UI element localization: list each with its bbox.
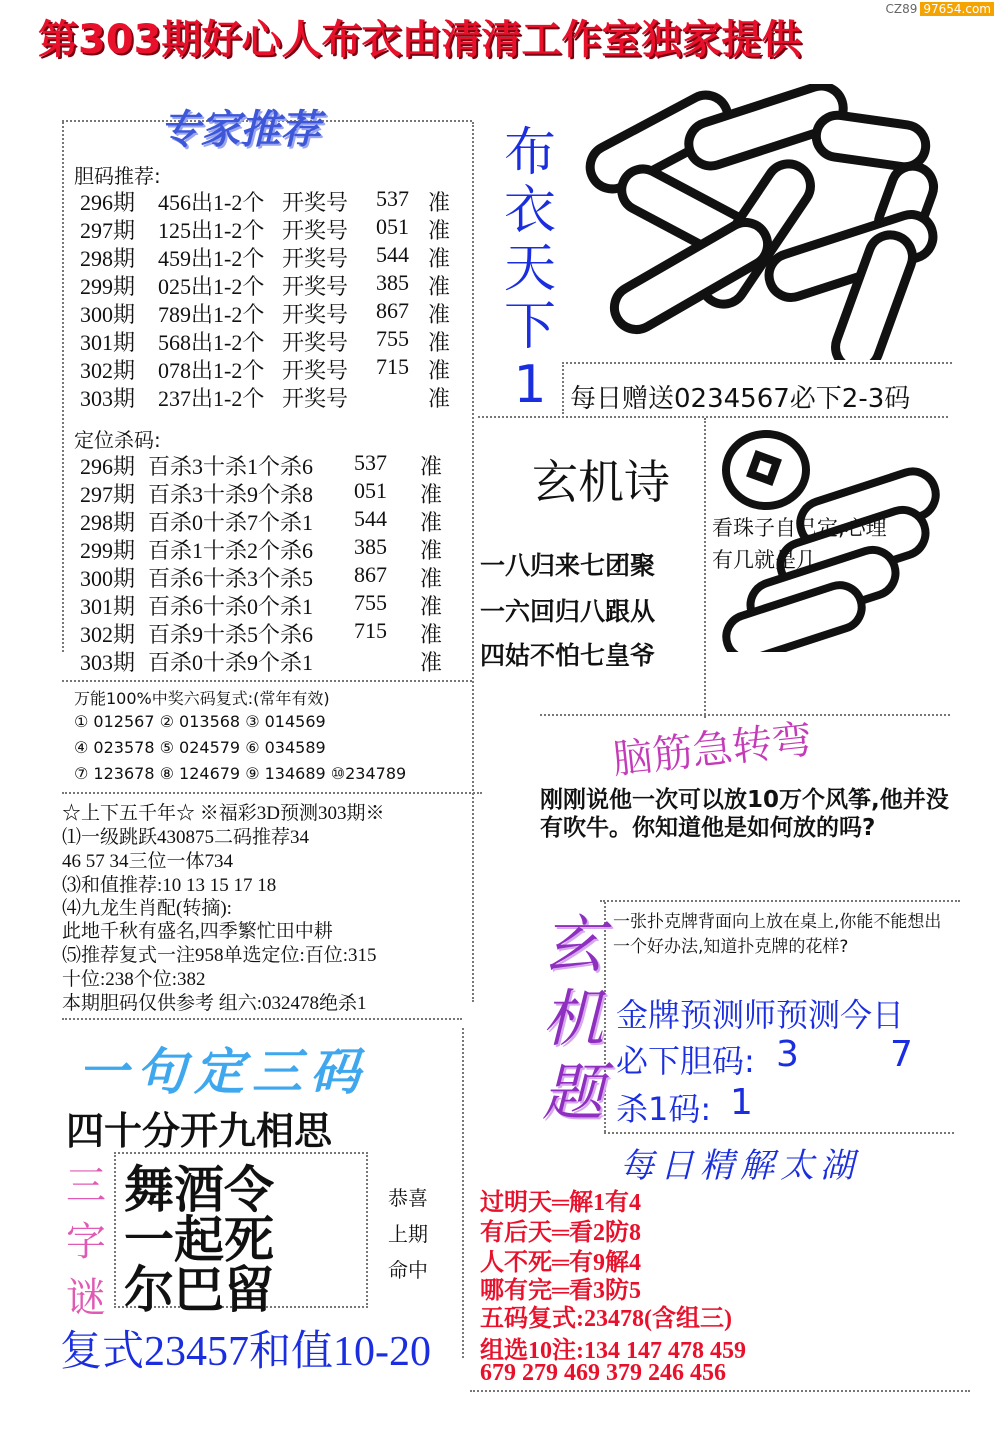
watermark [886,2,995,16]
fucai-line: 此地千秋有盛名,四季繁忙田中耕 [62,921,333,942]
kill-cell-issue: 303期 [80,650,136,675]
kill-cell-pick: 百杀0十杀7个杀1 [148,510,314,535]
taihu-line: 679 279 469 379 246 456 [480,1360,726,1386]
kill-cell-mark: 准 [420,622,443,647]
taihu-line: 五码复式:23478(含组三) [480,1306,732,1332]
dan-cell-pick: 456出1-2个 [158,190,265,215]
brain-heading: 脑筋急转弯 [610,716,815,784]
kill-cell-pick: 百杀9十杀5个杀6 [148,622,314,647]
bead-illustration [566,84,956,360]
taihu-heading: 每日精解太湖 [620,1146,860,1186]
buyi-char: 1 [513,355,547,415]
divider [62,122,64,652]
dan-cell-draw: 715 [376,354,409,379]
congrats-line: 上期 [388,1222,428,1246]
riddle-word: 舞酒令 [124,1160,274,1219]
kill-cell-draw: 544 [354,506,387,531]
divider [62,680,472,682]
xuanji-char: 机 [541,982,604,1055]
dan-cell-label: 开奖号 [282,218,349,243]
dan-cell-mark: 准 [428,386,451,411]
taihu-line: 有后天═看2防8 [480,1220,642,1246]
kill-cell-mark: 准 [420,538,443,563]
riddle-word: 尔巴留 [124,1260,274,1319]
beads-note-line: 看珠子自己定,心理 [712,516,887,540]
dan-cell-label: 开奖号 [282,274,349,299]
kill-cell-mark: 准 [420,482,443,507]
szm-char: 三 [66,1163,106,1209]
wanneng-row: ① 012567 ② 013568 ③ 014569 [74,712,326,731]
watermark-site: 97654.com [920,2,994,16]
kill-cell-draw: 537 [354,450,387,475]
dan-cell-mark: 准 [428,190,451,215]
congrats-vertical [380,1180,436,1288]
dan-cell-draw: 051 [376,214,409,239]
dan-cell-mark: 准 [428,274,451,299]
szm-char: 谜 [66,1275,106,1321]
kill-cell-pick: 百杀3十杀1个杀6 [148,454,314,479]
divider [604,1132,954,1134]
poker-riddle: 一张扑克牌背面向上放在桌上,你能不能想出一个好办法,知道扑克牌的花样? [613,912,942,957]
dan-cell-pick: 025出1-2个 [158,274,265,299]
san-zi-mi-vertical [62,1158,110,1326]
kill-cell-mark: 准 [420,566,443,591]
fucai-line: ☆上下五千年☆ ※福彩3D预测303期※ [62,803,385,824]
dan-cell-mark: 准 [428,358,451,383]
taihu-line: 组选10注:134 147 478 459 [480,1338,746,1364]
kill-cell-pick: 百杀3十杀9个杀8 [148,482,314,507]
gold-code: 3 [776,1034,799,1075]
kill-cell-pick: 百杀1十杀2个杀6 [148,538,314,563]
fucai-line: 十位:238个位:382 [62,969,206,990]
kill-cell-mark: 准 [420,594,443,619]
riddle-word: 一起死 [124,1210,274,1269]
dan-cell-issue: 301期 [80,330,136,355]
congrats-line: 恭喜 [388,1186,428,1210]
one-line-heading: 一句定三码 [78,1043,368,1101]
wanneng-heading: 万能100%中奖六码复式:(常年有效) [74,689,330,708]
taihu-line: 过明天═解1有4 [480,1190,642,1216]
kill-cell-issue: 298期 [80,510,136,535]
dan-cell-pick: 568出1-2个 [158,330,265,355]
kill-cell-draw: 715 [354,618,387,643]
kill-cell-pick: 百杀6十杀3个杀5 [148,566,314,591]
gold-line3-label: 杀1码: [616,1090,712,1128]
dan-cell-issue: 300期 [80,302,136,327]
divider [600,900,960,902]
buyi-char: 天 [503,239,556,299]
congrats-line: 命中 [388,1258,428,1282]
kill-cell-issue: 297期 [80,482,136,507]
divider [62,792,482,794]
taihu-line: 哪有完═看3防5 [480,1278,642,1304]
dan-cell-pick: 125出1-2个 [158,218,265,243]
dan-label: 胆码推荐: [74,164,161,188]
divider [472,122,474,1002]
dan-cell-label: 开奖号 [282,246,349,271]
divider [62,1018,462,1020]
xuanji-char: 玄 [541,908,604,981]
wanneng-row: ⑦ 123678 ⑧ 124679 ⑨ 134689 ⑩234789 [74,764,407,783]
brain-text: 刚刚说他一次可以放10万个风筝,他并没有吹牛。你知道他是如何放的吗? [540,787,949,841]
fucai-line: 本期胆码仅供参考 组六:032478绝杀1 [62,993,367,1014]
fushi-text: 复式23457和值10-20 [60,1329,431,1375]
divider [462,1028,464,1358]
kill-cell-mark: 准 [420,510,443,535]
dan-cell-label: 开奖号 [282,302,349,327]
beads-note-line: 有几就是几 [712,548,817,572]
divider [478,416,948,418]
kill-cell-draw: 385 [354,534,387,559]
dan-cell-label: 开奖号 [282,386,349,411]
gold-line1: 金牌预测师预测今日 [616,996,905,1034]
divider [704,418,706,718]
kill-label: 定位杀码: [74,428,161,452]
gold-line2-label: 必下胆码: [616,1042,755,1080]
dan-cell-issue: 303期 [80,386,136,411]
poem-line: 四姑不怕七皇爷 [480,641,656,670]
poem-line: 一八归来七团聚 [480,551,656,580]
buyi-char: 下 [503,297,556,357]
divider [470,1390,970,1392]
poem-heading: 玄机诗 [532,455,670,509]
kill-cell-issue: 301期 [80,594,136,619]
buyi-char: 布 [503,123,556,183]
kill-cell-draw: 051 [354,478,387,503]
dan-cell-draw: 755 [376,326,409,351]
fucai-line: ⑷九龙生肖配(转摘): [62,898,232,919]
dan-cell-pick: 459出1-2个 [158,246,265,271]
buyi-char: 衣 [503,181,556,241]
kill-cell-pick: 百杀0十杀9个杀1 [148,650,314,675]
kill-cell-issue: 296期 [80,454,136,479]
dan-cell-mark: 准 [428,246,451,271]
kill-cell-issue: 302期 [80,622,136,647]
dan-cell-label: 开奖号 [282,330,349,355]
gift-text: 每日赠送0234567必下2-3码 [570,384,911,414]
fucai-line: 46 57 34三位一体734 [62,851,234,872]
fucai-line: ⑶和值推荐:10 13 15 17 18 [62,875,277,896]
one-line-riddle: 四十分开九相思 [66,1109,333,1153]
xuanji-char: 题 [541,1056,604,1129]
kill-cell-mark: 准 [420,454,443,479]
gold-kill: 1 [730,1082,753,1123]
divider [562,362,564,414]
watermark-code: CZ89 [885,2,918,16]
dan-cell-issue: 298期 [80,246,136,271]
page-title: 第303期好心人布衣由清清工作室独家提供 [38,17,802,63]
dan-cell-issue: 296期 [80,190,136,215]
dan-cell-pick: 237出1-2个 [158,386,265,411]
kill-cell-draw: 867 [354,562,387,587]
xuanji-ti-vertical [538,908,608,1130]
beads-note [712,512,887,576]
fucai-line: ⑴一级跳跃430875二码推荐34 [62,827,310,848]
poem-line: 一六回归八跟从 [480,597,656,626]
buyi-vertical [498,124,562,414]
kill-cell-pick: 百杀6十杀0个杀1 [148,594,314,619]
dan-cell-mark: 准 [428,302,451,327]
dan-cell-pick: 078出1-2个 [158,358,265,383]
dan-cell-issue: 297期 [80,218,136,243]
szm-char: 字 [66,1219,106,1265]
dan-cell-mark: 准 [428,218,451,243]
gold-code: 7 [890,1034,913,1075]
taihu-line: 人不死═有9解4 [480,1250,642,1276]
dan-cell-draw: 537 [376,186,409,211]
dan-cell-issue: 302期 [80,358,136,383]
dan-cell-issue: 299期 [80,274,136,299]
kill-cell-issue: 300期 [80,566,136,591]
dan-cell-pick: 789出1-2个 [158,302,265,327]
dan-cell-label: 开奖号 [282,190,349,215]
dan-cell-draw: 385 [376,270,409,295]
kill-cell-draw: 755 [354,590,387,615]
dan-cell-mark: 准 [428,330,451,355]
expert-heading: 专家推荐 [160,107,320,153]
fucai-line: ⑸推荐复式一注958单选定位:百位:315 [62,945,377,966]
divider [562,362,952,364]
dan-cell-draw: 867 [376,298,409,323]
kill-cell-mark: 准 [420,650,443,675]
kill-cell-issue: 299期 [80,538,136,563]
wanneng-row: ④ 023578 ⑤ 024579 ⑥ 034589 [74,738,326,757]
dan-cell-label: 开奖号 [282,358,349,383]
dan-cell-draw: 544 [376,242,409,267]
